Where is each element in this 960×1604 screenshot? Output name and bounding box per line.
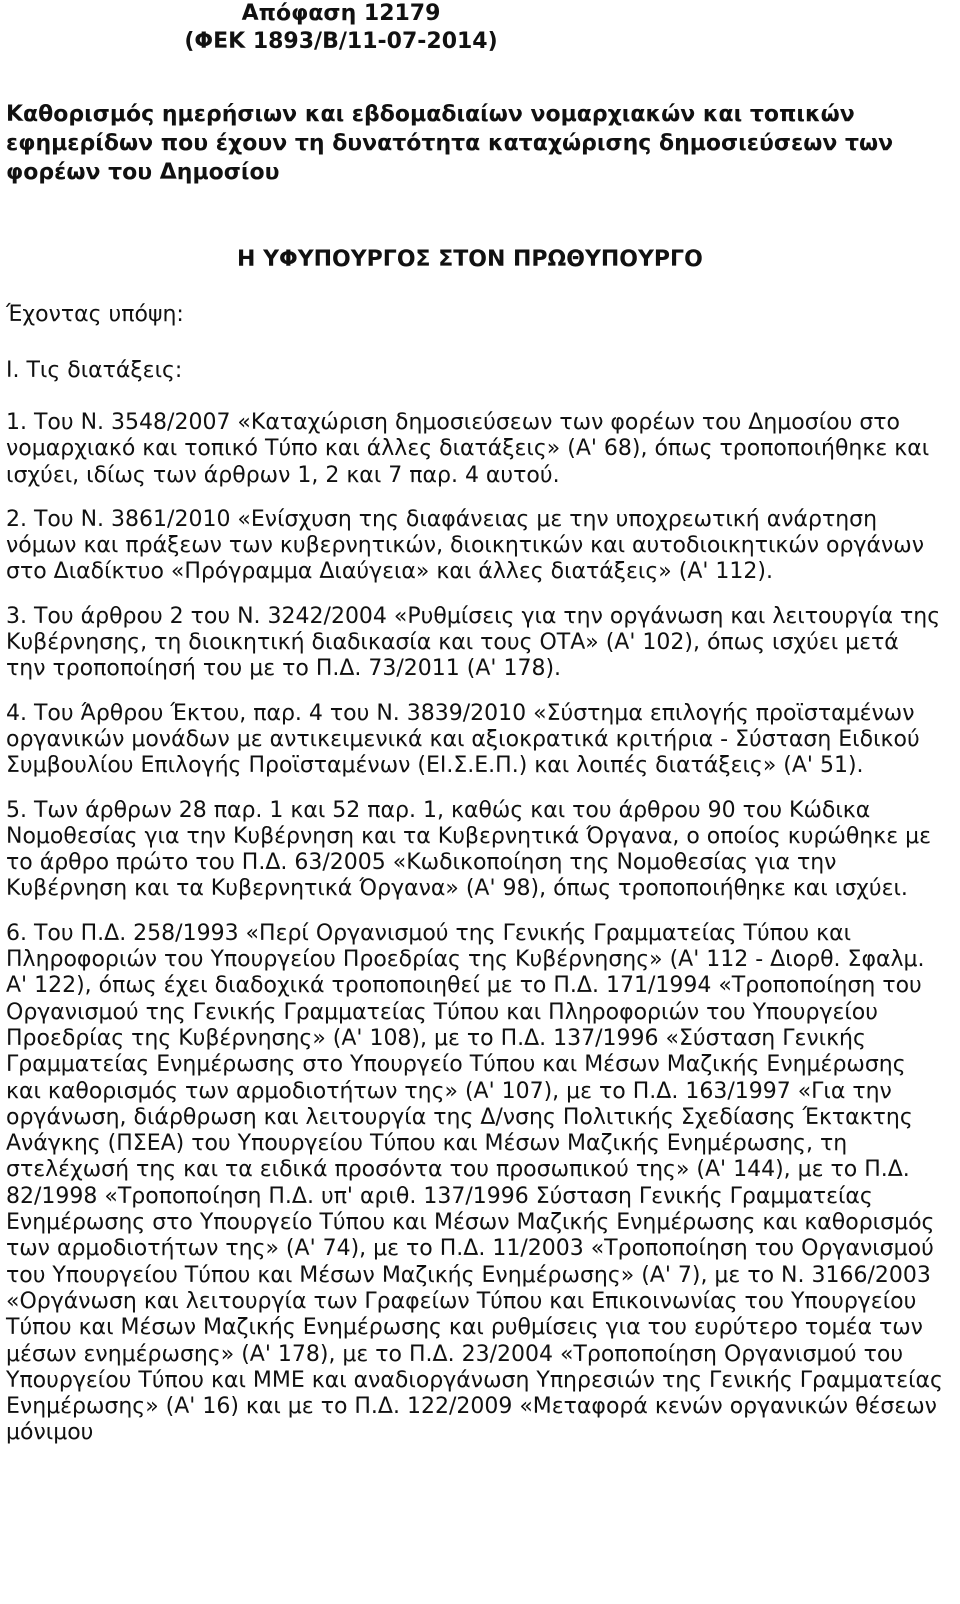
provision-item: 6. Του Π.Δ. 258/1993 «Περί Οργανισμού της Γενικής Γραμματείας Τύπου και Πληροφοριών του Υπουργείου Προεδρίας της Κυβέρνησης» (Α' 112 - Διορθ. Σφαλμ. Α' 122), όπως έχει διαδοχικά τροποποιηθεί με το Π.Δ. 171/1994 «Τροποποίηση του Οργανισμού της Γενικής Γραμματείας Τύπου και Πληροφοριών του Υπουργείου Προεδρίας της Κυβέρνησης» (Α' 108), με το Π.Δ. 137/1996 «Σύσταση Γενικής Γραμματείας Ενημέρωσης στο Υπουργείο Τύπου και Μέσων Μαζικής Ενημέρωσης και καθορισμός των αρμοδιοτήτων της» (Α' 107), με το Π.Δ. 163/1997 «Για την οργάνωση, διάρθρωση και λειτουργία της Δ/νσης Πολιτικής Σχεδίασης Έκτακτης Ανάγκης (ΠΣΕΑ) του Υπουργείου Τύπου και Μέσων Μαζικής Ενημέρωσης, τη στελέχωσή της και τα ειδικά προσόντα του προσωπικού της» (Α' 144), με το Π.Δ. 82/1998 «Τροποποίηση Π.Δ. υπ' αριθ. 137/1996 Σύσταση Γενικής Γραμματείας Ενημέρωσης στο Υπουργείο Τύπου και Μέσων Μαζικής Ενημέρωσης και καθορισμός των αρμοδιοτήτων της» (Α' 74), με το Π.Δ. 11/2003 «Τροποποίηση του Οργανισμού του Υπουργείου Τύπου και Μέσων Μαζικής Ενημέρωσης» (Α' 7), με το Ν. 3166/2003 «Οργάνωση και λειτουργία των Γραφείων Τύπου και Επικοινωνίας του Υπουργείου Τύπου και Μέσων Μαζικής Ενημέρωσης και ρυθμίσεις για του ευρύτερο τομέα των μέσων ενημέρωσης» (Α' 178), με το Π.Δ. 23/2004 «Τροποποίηση Οργανισμού του Υπουργείου Τύπου και ΜΜΕ και αναδιοργάνωση Υπηρεσιών της Γενικής Γραμματείας Ενημέρωσης» (Α' 16) και με το Π.Δ. 122/2009 «Μεταφορά κενών οργανικών θέσεων μόνιμου — [6, 920, 943, 1446]
provision-item: 1. Του Ν. 3548/2007 «Καταχώριση δημοσιεύσεων των φορέων του Δημοσίου στο νομαρχιακό και τοπικό Τύπο και άλλες διατάξεις» (Α' 68), όπως τροποποιήθηκε και ισχύει, ιδίως των άρθρων 1, 2 και 7 παρ. 4 αυτού. — [6, 410, 930, 488]
provision-item: 2. Του Ν. 3861/2010 «Ενίσχυση της διαφάνειας με την υποχρεωτική ανάρτηση νόμων και πράξεων των κυβερνητικών, διοικητικών και αυτοδιοικητικών οργάνων στο Διαδίκτυο «Πρόγραμμα Διαύγεια» και άλλες διατάξεις» (Α' 112). — [6, 506, 925, 585]
provisions-list — [6, 410, 944, 1465]
provision-item: 4. Του Άρθρου Έκτου, παρ. 4 του Ν. 3839/2010 «Σύστημα επιλογής προϊσταμένων οργανικών μονάδων με αντικειμενικά και αξιοκρατικά κριτήρια - Σύσταση Ειδικού Συμβουλίου Επιλογής Προϊσταμένων (ΕΙ.Σ.Ε.Π.) και λοιπές διατάξεις» (Α' 51). — [6, 700, 920, 779]
provision-item: 3. Του άρθρου 2 του Ν. 3242/2004 «Ρυθμίσεις για την οργάνωση και λειτουργία της Κυβέρνησης, τη διοικητική διαδικασία και τους ΟΤΑ» (Α' 102), όπως ισχύει μετά την τροποποίησή του με το Π.Δ. 73/2011 (Α' 178). — [6, 603, 941, 682]
decision-number: Απόφαση 12179 — [241, 1, 441, 26]
provision-item: 5. Των άρθρων 28 παρ. 1 και 52 παρ. 1, καθώς και του άρθρου 90 του Κώδικα Νομοθεσίας για την Κυβέρνηση και τα Κυβερνητικά Όργανα, ο οποίος κυρώθηκε με το άρθρο πρώτο του Π.Δ. 63/2005 «Κωδικοποίηση της Νομοθεσίας για την Κυβέρνηση και τα Κυβερνητικά Όργανα» (Α' 98), όπως τροποποιήθηκε και ισχύει. — [6, 797, 931, 902]
gazette-reference: (ΦΕΚ 1893/Β/11-07-2014) — [184, 29, 498, 54]
considering-heading: Έχοντας υπόψη: — [6, 302, 184, 327]
document-subject: Καθορισμός ημερήσιων και εβδομαδιαίων νομαρχιακών και τοπικών εφημερίδων που έχουν τη δυνατότητα καταχώρισης δημοσιεύσεων των φορέων του Δημοσίου — [6, 102, 894, 185]
document-title — [6, 0, 676, 56]
issuing-authority: Η ΥΦΥΠΟΥΡΓΟΣ ΣΤΟΝ ΠΡΩΘΥΠΟΥΡΓΟ — [237, 247, 703, 272]
provisions-heading: Ι. Τις διατάξεις: — [6, 358, 183, 383]
document-body — [6, 0, 946, 1446]
